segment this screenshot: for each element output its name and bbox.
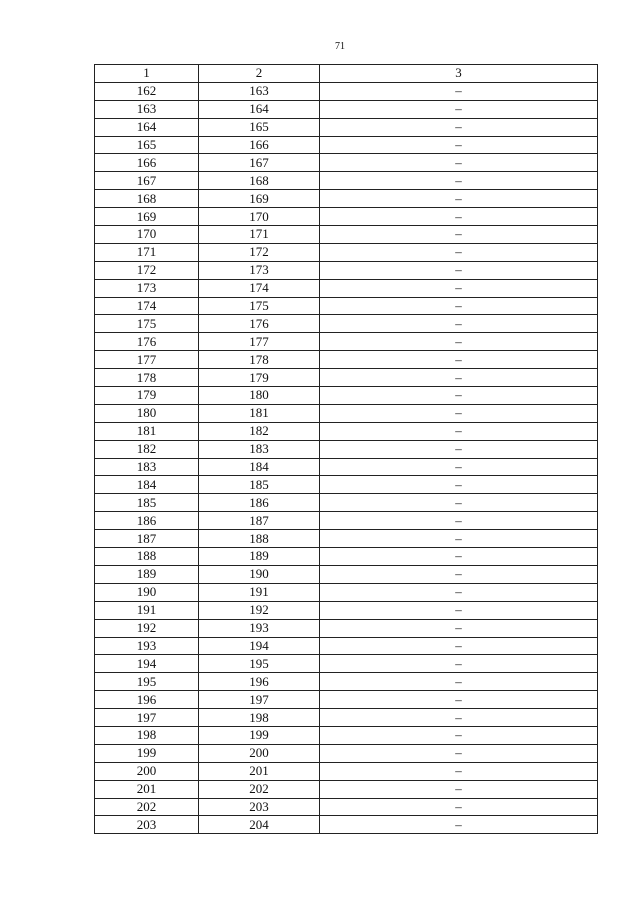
table-cell-col-2: 179: [199, 369, 320, 387]
page-number: 71: [335, 41, 345, 52]
table-cell-col-3: –: [320, 619, 598, 637]
table-cell-col-1: 177: [95, 351, 199, 369]
table-header: [95, 65, 598, 83]
table-row: [95, 798, 598, 816]
table-row: [95, 369, 598, 387]
table-row: [95, 261, 598, 279]
table-row: [95, 315, 598, 333]
table-cell-col-3: –: [320, 762, 598, 780]
table-cell-col-2: 172: [199, 243, 320, 261]
table-cell-col-1: 196: [95, 691, 199, 709]
table-row: [95, 208, 598, 226]
table-cell-col-3: –: [320, 726, 598, 744]
table-cell-col-1: 194: [95, 655, 199, 673]
table-row: [95, 243, 598, 261]
table-cell-col-3: –: [320, 243, 598, 261]
table-cell-col-2: 195: [199, 655, 320, 673]
table-row: [95, 458, 598, 476]
table-cell-col-2: 203: [199, 798, 320, 816]
table-cell-col-2: 194: [199, 637, 320, 655]
table-row: [95, 762, 598, 780]
table-row: [95, 601, 598, 619]
table-cell-col-3: –: [320, 154, 598, 172]
table-cell-col-2: 191: [199, 583, 320, 601]
table-cell-col-1: 178: [95, 369, 199, 387]
table-cell-col-2: 175: [199, 297, 320, 315]
table-row: [95, 190, 598, 208]
table-cell-col-3: –: [320, 673, 598, 691]
table-cell-col-3: –: [320, 369, 598, 387]
table-body: [95, 82, 598, 833]
table-row: [95, 583, 598, 601]
table-cell-col-2: 170: [199, 208, 320, 226]
table-cell-col-2: 187: [199, 512, 320, 530]
table-cell-col-3: –: [320, 387, 598, 405]
table-row: [95, 565, 598, 583]
header-cell-col-2: 2: [199, 65, 320, 83]
table-cell-col-3: –: [320, 315, 598, 333]
data-table: [94, 64, 598, 834]
table-cell-col-2: 192: [199, 601, 320, 619]
table-cell-col-3: –: [320, 226, 598, 244]
table-cell-col-1: 175: [95, 315, 199, 333]
table-cell-col-3: –: [320, 351, 598, 369]
table-cell-col-1: 179: [95, 387, 199, 405]
table-row: [95, 655, 598, 673]
table-cell-col-3: –: [320, 100, 598, 118]
table-cell-col-1: 198: [95, 726, 199, 744]
table-cell-col-1: 195: [95, 673, 199, 691]
table-cell-col-1: 162: [95, 82, 199, 100]
table-cell-col-2: 184: [199, 458, 320, 476]
table-cell-col-2: 204: [199, 816, 320, 834]
table-cell-col-2: 200: [199, 744, 320, 762]
table-cell-col-1: 165: [95, 136, 199, 154]
table-cell-col-3: –: [320, 691, 598, 709]
table-row: [95, 637, 598, 655]
table-row: [95, 279, 598, 297]
table-row: [95, 726, 598, 744]
table-cell-col-3: –: [320, 565, 598, 583]
table-row: [95, 422, 598, 440]
table-cell-col-1: 184: [95, 476, 199, 494]
table-cell-col-3: –: [320, 816, 598, 834]
table-row: [95, 512, 598, 530]
table-cell-col-2: 201: [199, 762, 320, 780]
table-cell-col-3: –: [320, 709, 598, 727]
table-row: [95, 82, 598, 100]
table-cell-col-2: 166: [199, 136, 320, 154]
table-cell-col-2: 163: [199, 82, 320, 100]
table-cell-col-3: –: [320, 530, 598, 548]
table-cell-col-2: 174: [199, 279, 320, 297]
table-header-row: [95, 65, 598, 83]
table-row: [95, 100, 598, 118]
table-cell-col-1: 172: [95, 261, 199, 279]
header-cell-col-3: 3: [320, 65, 598, 83]
table-row: [95, 709, 598, 727]
table-cell-col-1: 188: [95, 548, 199, 566]
table-cell-col-3: –: [320, 208, 598, 226]
table-cell-col-1: 163: [95, 100, 199, 118]
table-cell-col-1: 203: [95, 816, 199, 834]
table-row: [95, 619, 598, 637]
table-cell-col-1: 200: [95, 762, 199, 780]
table-cell-col-2: 189: [199, 548, 320, 566]
table-cell-col-3: –: [320, 601, 598, 619]
table-cell-col-3: –: [320, 744, 598, 762]
table-cell-col-3: –: [320, 172, 598, 190]
table-cell-col-1: 187: [95, 530, 199, 548]
table-cell-col-3: –: [320, 118, 598, 136]
table-cell-col-1: 192: [95, 619, 199, 637]
table-cell-col-3: –: [320, 458, 598, 476]
table-cell-col-3: –: [320, 297, 598, 315]
table-row: [95, 548, 598, 566]
table-cell-col-2: 165: [199, 118, 320, 136]
table-row: [95, 530, 598, 548]
table-cell-col-1: 202: [95, 798, 199, 816]
table-cell-col-3: –: [320, 798, 598, 816]
table-cell-col-1: 182: [95, 440, 199, 458]
table-row: [95, 673, 598, 691]
table-cell-col-2: 199: [199, 726, 320, 744]
table-cell-col-1: 164: [95, 118, 199, 136]
table-row: [95, 387, 598, 405]
table-cell-col-2: 178: [199, 351, 320, 369]
table-row: [95, 691, 598, 709]
table-cell-col-3: –: [320, 476, 598, 494]
table-cell-col-2: 183: [199, 440, 320, 458]
table-cell-col-2: 185: [199, 476, 320, 494]
table-cell-col-2: 168: [199, 172, 320, 190]
table-cell-col-2: 180: [199, 387, 320, 405]
table-cell-col-1: 170: [95, 226, 199, 244]
table-cell-col-2: 186: [199, 494, 320, 512]
table-cell-col-1: 171: [95, 243, 199, 261]
table-cell-col-2: 196: [199, 673, 320, 691]
table-cell-col-2: 188: [199, 530, 320, 548]
table-row: [95, 744, 598, 762]
table-cell-col-2: 197: [199, 691, 320, 709]
table-cell-col-3: –: [320, 548, 598, 566]
table-cell-col-3: –: [320, 780, 598, 798]
table-cell-col-3: –: [320, 190, 598, 208]
table-cell-col-1: 180: [95, 404, 199, 422]
table-cell-col-1: 186: [95, 512, 199, 530]
table-cell-col-3: –: [320, 494, 598, 512]
table-cell-col-3: –: [320, 440, 598, 458]
table-cell-col-1: 185: [95, 494, 199, 512]
table-cell-col-3: –: [320, 333, 598, 351]
table-cell-col-2: 167: [199, 154, 320, 172]
table-cell-col-1: 191: [95, 601, 199, 619]
table-cell-col-3: –: [320, 404, 598, 422]
table-cell-col-1: 176: [95, 333, 199, 351]
table-cell-col-2: 177: [199, 333, 320, 351]
table-cell-col-1: 173: [95, 279, 199, 297]
table-cell-col-2: 202: [199, 780, 320, 798]
table-row: [95, 816, 598, 834]
table-row: [95, 226, 598, 244]
table-cell-col-1: 183: [95, 458, 199, 476]
table-cell-col-1: 189: [95, 565, 199, 583]
table-cell-col-2: 182: [199, 422, 320, 440]
table-cell-col-3: –: [320, 422, 598, 440]
table-row: [95, 154, 598, 172]
table-cell-col-3: –: [320, 637, 598, 655]
table-row: [95, 118, 598, 136]
table-cell-col-3: –: [320, 655, 598, 673]
table-cell-col-1: 166: [95, 154, 199, 172]
table-cell-col-1: 197: [95, 709, 199, 727]
table-cell-col-3: –: [320, 583, 598, 601]
table-row: [95, 333, 598, 351]
table-cell-col-3: –: [320, 279, 598, 297]
table-cell-col-1: 181: [95, 422, 199, 440]
table-cell-col-3: –: [320, 512, 598, 530]
table-cell-col-2: 193: [199, 619, 320, 637]
table-row: [95, 780, 598, 798]
table-cell-col-2: 198: [199, 709, 320, 727]
table-row: [95, 351, 598, 369]
table-row: [95, 297, 598, 315]
table-row: [95, 404, 598, 422]
table-cell-col-1: 201: [95, 780, 199, 798]
table-cell-col-1: 169: [95, 208, 199, 226]
table-cell-col-2: 173: [199, 261, 320, 279]
table-cell-col-2: 169: [199, 190, 320, 208]
table-row: [95, 440, 598, 458]
table-cell-col-1: 190: [95, 583, 199, 601]
table-cell-col-2: 190: [199, 565, 320, 583]
table-cell-col-1: 167: [95, 172, 199, 190]
table-cell-col-3: –: [320, 261, 598, 279]
table-row: [95, 172, 598, 190]
table-cell-col-2: 181: [199, 404, 320, 422]
table-cell-col-1: 193: [95, 637, 199, 655]
table-cell-col-3: –: [320, 136, 598, 154]
table-cell-col-1: 199: [95, 744, 199, 762]
header-cell-col-1: 1: [95, 65, 199, 83]
table-cell-col-3: –: [320, 82, 598, 100]
table-cell-col-2: 176: [199, 315, 320, 333]
table-row: [95, 476, 598, 494]
table-cell-col-2: 171: [199, 226, 320, 244]
table-row: [95, 136, 598, 154]
table-row: [95, 494, 598, 512]
table-cell-col-2: 164: [199, 100, 320, 118]
table-cell-col-1: 174: [95, 297, 199, 315]
table-cell-col-1: 168: [95, 190, 199, 208]
